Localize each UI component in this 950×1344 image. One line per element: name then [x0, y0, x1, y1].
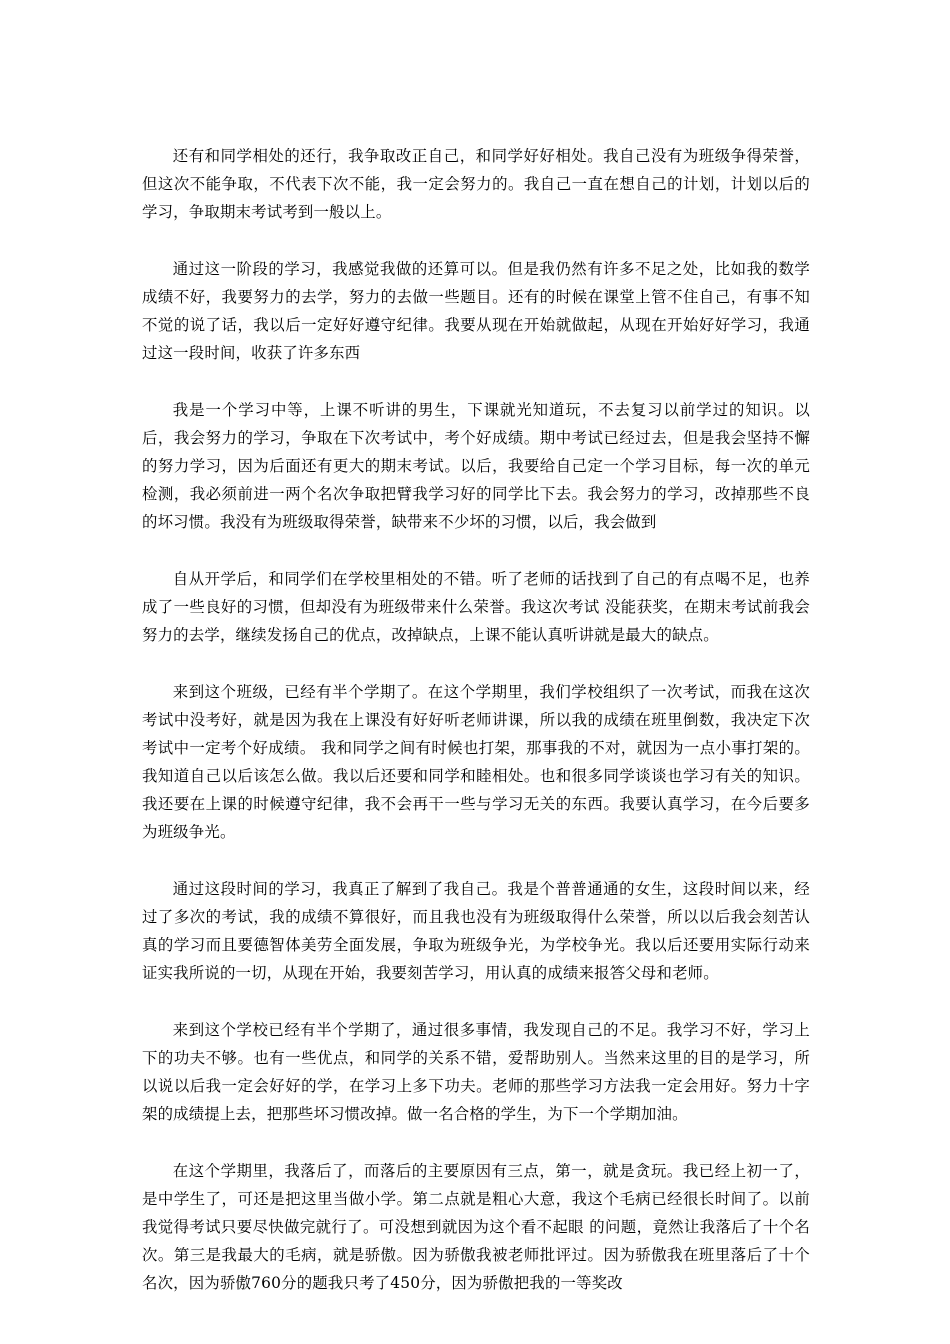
- paragraph-1: 还有和同学相处的还行，我争取改正自己，和同学好好相处。我自己没有为班级争得荣誉，但这次不能争取，不代表下次不能，我一定会努力的。我自己一直在想自己的计划，计划以后的学习，争取期末考试考到一般以上。: [142, 147, 810, 221]
- paragraph-4: 自从开学后，和同学们在学校里相处的不错。听了老师的话找到了自己的有点喝不足，也养成了一些良好的习惯，但却没有为班级带来什么荣誉。我这次考试 没能获奖，在期末考试前我会努力的去学，继续发扬自己的优点，改掉缺点，上课不能认真听讲就是最大的缺点。: [142, 570, 810, 644]
- paragraph-8: 在这个学期里，我落后了，而落后的主要原因有三点，第一，就是贪玩。我已经上初一了，是中学生了，可还是把这里当做小学。第二点就是粗心大意，我这个毛病已经很长时间了。以前我觉得考试只要尽快做完就行了。可没想到就因为这个看不起眼 的问题，竟然让我落后了十个名次。第三是我最大的毛病，就是骄傲。因为骄傲我被老师批评过。因为骄傲我在班里落后了十个名次，因为骄傲760分的题我只考了450分，因为骄傲把我的一等奖改: [142, 1162, 810, 1292]
- paragraph-2: 通过这一阶段的学习，我感觉我做的还算可以。但是我仍然有许多不足之处，比如我的数学成绩不好，我要努力的去学，努力的去做一些题目。还有的时候在课堂上管不住自己，有事不知不觉的说了话，我以后一定好好遵守纪律。我要从现在开始就做起，从现在开始好好学习，我通过这一段时间，收获了许多东西: [142, 260, 810, 362]
- paragraph-5: 来到这个班级，已经有半个学期了。在这个学期里，我们学校组织了一次考试，而我在这次考试中没考好，就是因为我在上课没有好好听老师讲课，所以我的成绩在班里倒数，我决定下次考试中一定考个好成绩。 我和同学之间有时候也打架，那事我的不对，就因为一点小事打架的。我知道自己以后该怎么做。我以后还要和同学和睦相处。也和很多同学谈谈也学习有关的知识。我还要在上课的时候遵守纪律，我不会再干一些与学习无关的东西。我要认真学习，在今后要多为班级争光。: [142, 683, 810, 841]
- paragraph-6: 通过这段时间的学习，我真正了解到了我自己。我是个普普通通的女生，这段时间以来，经过了多次的考试，我的成绩不算很好，而且我也没有为班级取得什么荣誉，所以以后我会刻苦认真的学习而且要德智体美劳全面发展，争取为班级争光，为学校争光。我以后还要用实际行动来证实我所说的一切，从现在开始，我要刻苦学习，用认真的成绩来报答父母和老师。: [142, 880, 810, 982]
- paragraph-7: 来到这个学校已经有半个学期了，通过很多事情，我发现自己的不足。我学习不好，学习上下的功夫不够。也有一些优点，和同学的关系不错，爱帮助别人。当然来这里的目的是学习，所以说以后我一定会好好的学，在学习上多下功夫。老师的那些学习方法我一定会用好。努力十字架的成绩提上去，把那些坏习惯改掉。做一名合格的学生，为下一个学期加油。: [142, 1021, 810, 1123]
- paragraph-3: 我是一个学习中等，上课不听讲的男生，下课就光知道玩，不去复习以前学过的知识。以后，我会努力的学习，争取在下次考试中，考个好成绩。期中考试已经过去，但是我会坚持不懈的努力学习，因为后面还有更大的期末考试。以后，我要给自己定一个学习目标，每一次的单元检测，我必须前进一两个名次争取把臂我学习好的同学比下去。我会努力的学习，改掉那些不良的坏习惯。我没有为班级取得荣誉，缺带来不少坏的习惯，以后，我会做到: [142, 401, 810, 531]
- document-body: [142, 142, 810, 1326]
